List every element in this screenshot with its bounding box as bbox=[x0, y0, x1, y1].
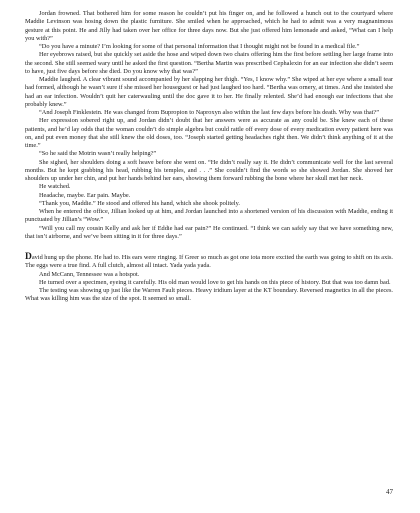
paragraph: “So he said the Motrin wasn’t really helping?” bbox=[39, 150, 157, 158]
paragraph: Her eyebrows raised, but she quickly set aside the hose and wiped down two chairs offering him the first before settling her large frame into the second. She still seemed wary until he asked the first question. “Bertha Martin was prescribed Cephalexin for an ear infection she didn’t seem to have, just five days before she died. Do you know why that was?” bbox=[25, 51, 393, 75]
paragraph: Jordan frowned. That bothered him for some reason he couldn’t put his finger on, and he followed a hunch out to the courtyard where Maddie Levinson was hosing down the plastic furniture. She smiled when he approached, which he had to admit was a very magnanimous gesture at this point. He and Jilly had taken over her office for three days now. But she just offered him lemonade and asked, “What can I help you with?” bbox=[25, 10, 393, 42]
paragraph: She sighed, her shoulders doing a soft heave before she went on. “He didn’t really say it. He didn’t communicate well for the last several months. But he kept grabbing his head, rubbing his temples, and . . .” She couldn’t find the words so she showed Jordan. She shoved her shoulders up under her chin, and put her hands behind her ears, showing them forward rubbing the bone where her skull met her neck. bbox=[25, 158, 393, 182]
manuscript-page bbox=[25, 10, 393, 304]
paragraph: “And Joseph Finklestein. He was changed from Bupropion to Naproxyn also within the last few days before his death. Why was that?” bbox=[39, 109, 380, 116]
paragraph: Headache, maybe. Ear pain. Maybe. bbox=[39, 191, 131, 199]
section-one bbox=[25, 10, 393, 241]
paragraph: And McCann, Tennessee was a hotspot. bbox=[39, 270, 140, 278]
paragraph: The testing was showing up just like the Warren Fault pieces. Heavy iridium layer at the KT boundary. Reversed magnetics in all the pieces. What was killing him was the size of the spot. It seemed so small. bbox=[25, 287, 393, 303]
paragraph: He turned over a specimen, eyeing it carefully. His old man would love to get his hands on this piece of history. But that was too damn bad. bbox=[39, 278, 391, 286]
section-break bbox=[25, 241, 393, 253]
section-two bbox=[25, 253, 393, 304]
opening-paragraph-text: avid hung up the phone. He had to. His ears were ringing. If Greer so much as got one iota more excited the earth was going to shift on its axis. The eggs were a true find. A full clutch, almost all intact. Yada yada yada. bbox=[25, 254, 393, 270]
paragraph: He watched. bbox=[39, 183, 71, 191]
paragraph: “Thank you, Maddie.” He stood and offered his hand, which she shook politely. bbox=[39, 199, 240, 207]
paragraph: Her expression sobered right up, and Jordan didn’t doubt that her answers were as accurate as any could be. She knew each of these patients, and he’d lay odds that the woman couldn’t do simple algebra but could rattle off every dose of every medication every patient here was on, and put even money that she still knew the old doses, too. “Joseph started getting headaches right then. We didn’t think anything of it at the time.” bbox=[25, 117, 393, 149]
paragraph: “Do you have a minute? I’m looking for some of that personal information that I thought might not be found in a medical file.” bbox=[39, 43, 360, 50]
drop-cap: D bbox=[25, 252, 32, 262]
paragraph: When he entered the office, Jillian looked up at him, and Jordan launched into a shortened version of his discussion with Maddie, ending it punctuated by Jillian’s “Wow.” bbox=[25, 208, 393, 224]
paragraph: Maddie laughed. A clear vibrant sound accompanied by her slapping her thigh. “Yes, I know why.” She wiped at her eye where a small tear had formed, although he wasn’t sure if she missed her houseguest or had just laughed too hard. “Bertha was ornery, at times. And she insisted she had an ear infection. Wouldn’t quit her caterwauling until the doc gave it to her. He finally relented. She’d had enough ear infections that she probably knew.” bbox=[25, 76, 393, 108]
paragraph: “Will you call my cousin Kelly and ask her if Eddie had ear pain?” He continued. “I think we can safely say that we have something new, that isn’t airborne, and we’ve been sitting in it for three days.” bbox=[25, 224, 393, 240]
opening-paragraph bbox=[25, 253, 393, 271]
page-number: 47 bbox=[386, 488, 393, 496]
